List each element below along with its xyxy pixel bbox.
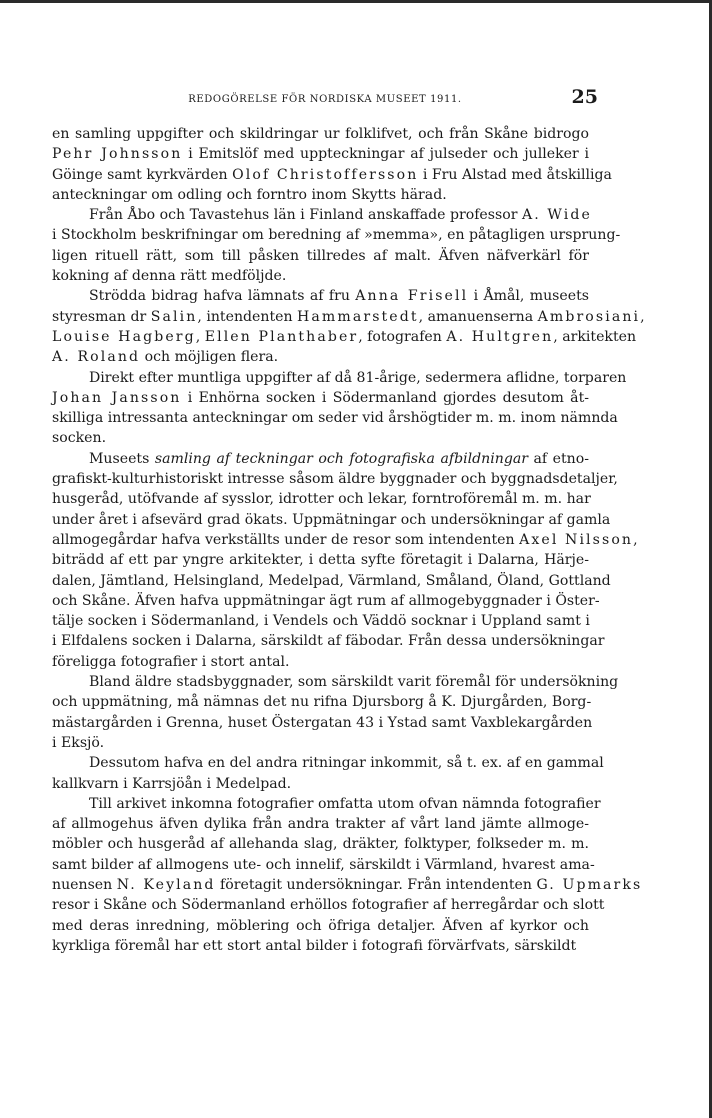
text-run: och uppmätning, må nämnas det nu rifna Djursborg å K. Djurgården, Borg- <box>52 694 592 711</box>
text-line <box>52 124 589 144</box>
spaced-name: Hammarstedt <box>297 308 419 325</box>
running-title: REDOGÖRELSE FÖR NORDISKA MUSEET 1911. <box>188 94 462 105</box>
text-run: mästargården i Grenna, huset Östergatan 43 i Ystad samt Vaxblekargården <box>52 714 593 731</box>
text-line <box>52 713 593 733</box>
text-run: och möjligen flera. <box>140 349 279 366</box>
text-run: ligen rituell rätt, som till påsken tillredes af malt. Äfven näfverkärl för <box>52 247 589 264</box>
page-top-border <box>0 0 712 3</box>
text-line <box>52 652 589 672</box>
text-line <box>52 571 611 591</box>
text-line <box>52 286 589 306</box>
text-line <box>52 510 611 530</box>
text-line <box>52 672 619 692</box>
text-run: styresman dr <box>52 308 151 325</box>
text-run: , <box>633 531 638 548</box>
text-line <box>52 266 589 286</box>
text-line <box>52 469 618 489</box>
spaced-name: Johan Jansson <box>52 389 182 406</box>
text-line <box>52 916 589 936</box>
text-run: socken. <box>52 430 107 447</box>
text-run: , amanuenserna <box>418 308 538 325</box>
text-line <box>52 591 600 611</box>
text-line <box>52 428 589 448</box>
text-line <box>52 489 589 509</box>
text-run: resor i Skåne och Södermanland erhöllos fotografier af herregårdar och slott <box>52 897 605 914</box>
spaced-name: Ambrosiani <box>537 308 641 325</box>
text-run: möbler och husgeråd af allehanda slag, dräkter, folktyper, folkseder m. m. <box>52 836 589 853</box>
body-text <box>52 124 645 956</box>
spaced-name: Axel Nilsson <box>519 531 634 548</box>
text-run: Från Åbo och Tavastehus län i Finland anskaffade professor <box>89 207 522 224</box>
text-line <box>52 368 627 388</box>
text-run: en samling uppgifter och skildringar ur folklifvet, och från Skåne bidrogo <box>52 126 589 142</box>
spaced-name: Pehr Johnsson <box>52 146 183 163</box>
spaced-name: A. Roland <box>52 349 141 366</box>
text-line <box>52 408 618 428</box>
text-run: föreligga fotografier i stort antal. <box>52 653 290 670</box>
text-run: i Emitslöf med uppteckningar af julseder och julleker i <box>182 146 589 163</box>
text-line <box>52 185 589 205</box>
text-run: kokning af denna rätt medföljde. <box>52 268 287 285</box>
text-run: kyrkliga föremål har ett stort antal bilder i fotografi förvärfvats, särskildt <box>52 937 577 954</box>
text-line <box>52 753 604 773</box>
text-line <box>52 246 589 266</box>
text-run: i Eksjö. <box>52 734 105 751</box>
text-run: dalen, Jämtland, Helsingland, Medelpad, Värmland, Småland, Öland, Gottland <box>52 572 611 589</box>
italic-phrase: samling af teckningar och fotografiska afbildningar <box>154 450 528 467</box>
text-line <box>52 631 605 651</box>
spaced-name: G. Upmarks <box>536 876 643 893</box>
text-line <box>52 936 589 956</box>
text-line <box>52 855 595 875</box>
spaced-name: A. Hultgren <box>446 328 554 345</box>
text-run: i Stockholm beskrifningar om beredning af »memma», en påtagligen ursprung- <box>52 227 621 244</box>
text-line <box>52 875 643 895</box>
text-run: Bland äldre stadsbyggnader, som särskildt varit föremål för undersökning <box>89 674 619 691</box>
text-run: allmogegårdar hafva verkställts under de resor som intendenten <box>52 531 520 548</box>
text-run: tälje socken i Södermanland, i Vendels och Väddö socknar i Uppland samt i <box>52 613 590 630</box>
text-line <box>52 205 592 225</box>
text-line <box>52 611 589 631</box>
text-line <box>52 165 612 185</box>
text-run: Strödda bidrag hafva lämnats af fru <box>89 288 356 305</box>
text-run: , <box>640 308 645 325</box>
text-line <box>52 347 589 367</box>
text-run: Göinge samt kyrkvärden <box>52 166 233 183</box>
text-line <box>52 814 589 834</box>
text-line <box>52 530 638 550</box>
text-line <box>52 895 605 915</box>
text-line <box>52 550 589 570</box>
text-run: i Elfdalens socken i Dalarna, särskildt af fäbodar. Från dessa undersökningar <box>52 633 605 650</box>
spaced-name: Anna Frisell <box>355 288 469 305</box>
text-line <box>52 449 589 469</box>
text-run: skilliga intressanta anteckningar om seder vid årshögtider m. m. inom nämnda <box>52 410 618 427</box>
spaced-name: Louise Hagberg <box>52 328 196 345</box>
text-line <box>52 327 637 347</box>
text-run: , arkitekten <box>553 328 637 345</box>
text-run: biträdd af ett par yngre arkitekter, i detta syfte företagit i Dalarna, Härje- <box>52 552 589 569</box>
spaced-name: Salin <box>150 308 198 325</box>
text-run: Dessutom hafva en del andra ritningar inkommit, så t. ex. af en gammal <box>89 755 604 772</box>
text-run: under året i afsevärd grad ökats. Uppmätningar och undersökningar af gamla <box>52 511 611 528</box>
text-run: anteckningar om odling och forntro inom Skytts härad. <box>52 186 447 203</box>
text-line <box>52 307 645 327</box>
text-run: , <box>195 328 205 345</box>
text-line <box>52 733 589 753</box>
text-run: kallkvarn i Karrsjöån i Medelpad. <box>52 775 292 792</box>
text-run: Till arkivet inkomna fotografier omfatta utom ofvan nämnda fotografier <box>89 795 601 812</box>
text-line <box>52 834 589 854</box>
text-run: i Enhörna socken i Södermanland gjordes desutom åt- <box>181 389 589 406</box>
text-run: i Åmål, museets <box>468 288 589 305</box>
text-line <box>52 388 589 408</box>
text-run: med deras inredning, möblering och öfriga detaljer. Äfven af kyrkor och <box>52 917 589 934</box>
spaced-name: Olof Christoffersson <box>232 166 419 183</box>
text-run: af allmogehus äfven dylika från andra trakter af vårt land jämte allmoge- <box>52 816 589 833</box>
text-run: , fotografen <box>358 328 447 345</box>
spaced-name: A. Wide <box>521 207 592 224</box>
spaced-name: N. Keyland <box>116 876 216 893</box>
text-line <box>52 144 589 164</box>
text-run: grafiskt-kulturhistoriskt intresse såsom äldre byggnader och byggnadsdetaljer, <box>52 471 618 488</box>
text-run: , intendenten <box>197 308 298 325</box>
page-header <box>52 86 598 112</box>
text-line <box>52 225 621 245</box>
page-number: 25 <box>571 86 598 108</box>
text-run: och Skåne. Äfven hafva uppmätningar ägt rum af allmogebyggnader i Öster- <box>52 592 600 609</box>
text-line <box>52 692 592 712</box>
text-run: Museets <box>89 450 155 467</box>
text-run: företagit undersökningar. Från intendenten <box>215 876 537 893</box>
spaced-name: Ellen Planthaber <box>204 328 359 345</box>
text-line <box>52 774 589 794</box>
text-run: husgeråd, utöfvande af sysslor, idrotter och lekar, forntroföremål m. m. har <box>52 491 591 508</box>
text-run: i Fru Alstad med åtskilliga <box>418 166 612 183</box>
text-run: af etno- <box>527 450 589 467</box>
text-run: Direkt efter muntliga uppgifter af då 81-årige, sedermera aflidne, torparen <box>89 369 627 386</box>
text-run: samt bilder af allmogens ute- och innelif, särskildt i Värmland, hvarest ama- <box>52 856 595 873</box>
text-line <box>52 794 601 814</box>
text-run: nuensen <box>52 876 117 893</box>
